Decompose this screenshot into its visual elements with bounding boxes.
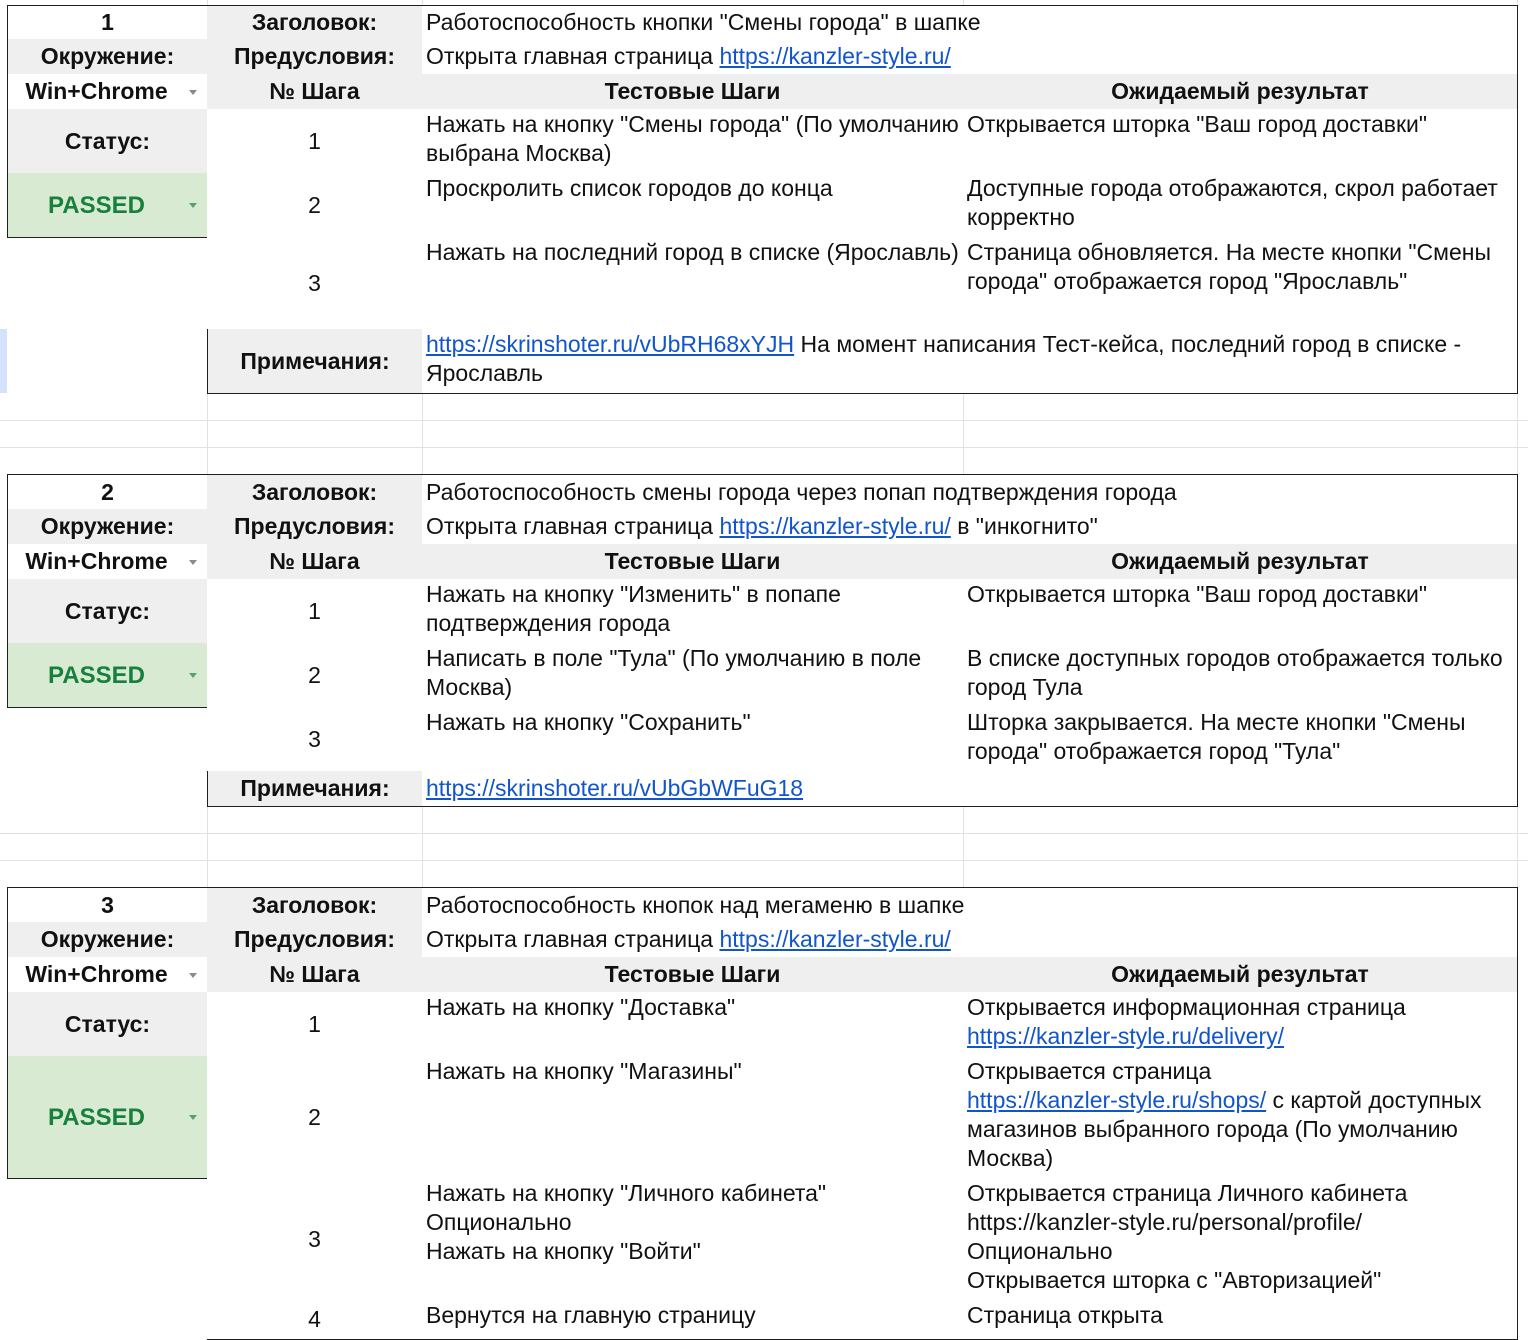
step-action[interactable] [422,1178,964,1301]
step-number[interactable]: 3 [207,237,423,330]
step-number[interactable]: 1 [207,992,423,1057]
step-action[interactable]: Написать в поле "Тула" (По умолчанию в поле Москва) [422,643,964,708]
status-value: PASSED [48,661,145,689]
step-expected[interactable]: Страница обновляется. На месте кнопки "Смены города" отображается город "Ярославль" [963,237,1518,330]
step-expected[interactable] [963,992,1518,1057]
step-number[interactable]: 2 [207,173,423,238]
case-title[interactable]: Работоспособность кнопки "Смены города" в шапке [422,5,1518,40]
status-value: PASSED [48,1103,145,1131]
case-title[interactable]: Работоспособность смены города через попап подтверждения города [422,474,1518,510]
status-dropdown[interactable] [7,643,208,708]
step-expected[interactable]: Открывается шторка "Ваш город доставки" [963,579,1518,644]
environment-dropdown[interactable] [7,957,208,993]
step-number[interactable]: 2 [207,643,423,708]
precondition[interactable] [422,39,1518,75]
precondition-text: Открыта главная страница [426,43,720,69]
precondition-link[interactable]: https://kanzler-style.ru/ [719,43,951,69]
precondition-link[interactable]: https://kanzler-style.ru/ [719,513,951,539]
expected-link[interactable]: https://kanzler-style.ru/shops/ [967,1087,1267,1113]
status-dropdown[interactable] [7,173,208,238]
gridline [0,833,1528,834]
expected-line: https://kanzler-style.ru/personal/profile/ [967,1209,1363,1235]
gridline [0,860,1528,861]
step-expected[interactable] [963,1178,1518,1301]
step-number[interactable]: 4 [207,1300,423,1340]
env-label: Окружение: [7,922,208,958]
step-number[interactable]: 3 [207,1178,423,1301]
expected-line: Открывается страница Личного кабинета [967,1180,1408,1206]
environment-value: Win+Chrome [25,78,168,104]
precondition-text: Открыта главная страница [426,513,720,539]
row-selection-indicator [0,329,7,393]
environment-dropdown[interactable] [7,544,208,580]
status-label: Статус: [7,992,208,1057]
steps-header: Тестовые Шаги [422,957,964,993]
status-label: Статус: [7,109,208,174]
notes-label: Примечания: [207,329,423,394]
precondition-label: Предусловия: [207,509,423,545]
step-action-line: Нажать на кнопку "Личного кабинета" [426,1180,827,1206]
notes-label: Примечания: [207,771,423,807]
step-expected[interactable]: Страница открыта [963,1300,1518,1340]
precondition[interactable] [422,922,1518,958]
step-number[interactable]: 1 [207,109,423,174]
expected-text: Открывается информационная страница [967,994,1406,1020]
chevron-down-icon[interactable] [189,90,197,95]
notes-link[interactable]: https://skrinshoter.ru/vUbRH68xYJH [426,331,795,357]
step-expected[interactable]: Шторка закрывается. На месте кнопки "Смены города" отображается город "Тула" [963,707,1518,772]
step-action[interactable]: Нажать на кнопку "Магазины" [422,1056,964,1179]
step-expected[interactable]: Доступные города отображаются, скрол работает корректно [963,173,1518,238]
step-action[interactable]: Нажать на последний город в списке (Ярославль) [422,237,964,330]
precondition[interactable] [422,509,1518,545]
step-action[interactable]: Нажать на кнопку "Смены города" (По умолчанию выбрана Москва) [422,109,964,174]
notes[interactable] [422,329,1518,394]
step-number-header: № Шага [207,544,423,580]
environment-value: Win+Chrome [25,548,168,574]
chevron-down-icon[interactable] [189,673,197,678]
environment-dropdown[interactable] [7,74,208,110]
expected-text: Открывается страница [967,1058,1212,1084]
precondition-suffix: в "инкогнито" [950,513,1098,539]
expected-link[interactable]: https://kanzler-style.ru/delivery/ [967,1023,1285,1049]
chevron-down-icon[interactable] [189,973,197,978]
step-action[interactable]: Проскролить список городов до конца [422,173,964,238]
expected-header: Ожидаемый результат [963,74,1518,110]
gridline [0,420,1528,421]
step-action[interactable]: Нажать на кнопку "Сохранить" [422,707,964,772]
step-expected[interactable]: В списке доступных городов отображается только город Тула [963,643,1518,708]
expected-line: Открывается шторка с "Авторизацией" [967,1267,1382,1293]
gridline [0,447,1528,448]
step-number-header: № Шага [207,957,423,993]
title-label: Заголовок: [207,474,423,510]
notes-link[interactable]: https://skrinshoter.ru/vUbGbWFuG18 [426,775,804,801]
status-dropdown[interactable] [7,1056,208,1179]
notes[interactable] [422,771,1518,807]
precondition-label: Предусловия: [207,39,423,75]
chevron-down-icon[interactable] [189,203,197,208]
title-label: Заголовок: [207,5,423,40]
precondition-label: Предусловия: [207,922,423,958]
case-title[interactable]: Работоспособность кнопок над мегаменю в шапке [422,887,1518,923]
expected-header: Ожидаемый результат [963,544,1518,580]
step-expected[interactable]: Открывается шторка "Ваш город доставки" [963,109,1518,174]
status-label: Статус: [7,579,208,644]
precondition-link[interactable]: https://kanzler-style.ru/ [719,926,951,952]
case-number[interactable]: 1 [7,5,208,40]
step-number-header: № Шага [207,74,423,110]
step-expected[interactable] [963,1056,1518,1179]
step-action[interactable]: Нажать на кнопку "Доставка" [422,992,964,1057]
chevron-down-icon[interactable] [189,560,197,565]
step-action[interactable]: Нажать на кнопку "Изменить" в попапе подтверждения города [422,579,964,644]
env-label: Окружение: [7,39,208,75]
expected-suffix: с картой доступных магазинов выбранного города (По умолчанию Москва) [967,1087,1482,1171]
chevron-down-icon[interactable] [189,1115,197,1120]
step-number[interactable]: 3 [207,707,423,772]
step-action[interactable]: Вернутся на главную страницу [422,1300,964,1340]
step-action-line: Опционально [426,1209,572,1235]
precondition-text: Открыта главная страница [426,926,720,952]
expected-line: Опционально [967,1238,1113,1264]
steps-header: Тестовые Шаги [422,544,964,580]
status-value: PASSED [48,191,145,219]
step-number[interactable]: 1 [207,579,423,644]
env-label: Окружение: [7,509,208,545]
environment-value: Win+Chrome [25,961,168,987]
case-number[interactable]: 3 [7,887,208,923]
notes-text: На момент написания Тест-кейса, последний город в списке - Ярославль [426,331,1462,386]
case-number[interactable]: 2 [7,474,208,510]
expected-header: Ожидаемый результат [963,957,1518,993]
steps-header: Тестовые Шаги [422,74,964,110]
step-action-line: Нажать на кнопку "Войти" [426,1238,701,1264]
title-label: Заголовок: [207,887,423,923]
step-number[interactable]: 2 [207,1056,423,1179]
